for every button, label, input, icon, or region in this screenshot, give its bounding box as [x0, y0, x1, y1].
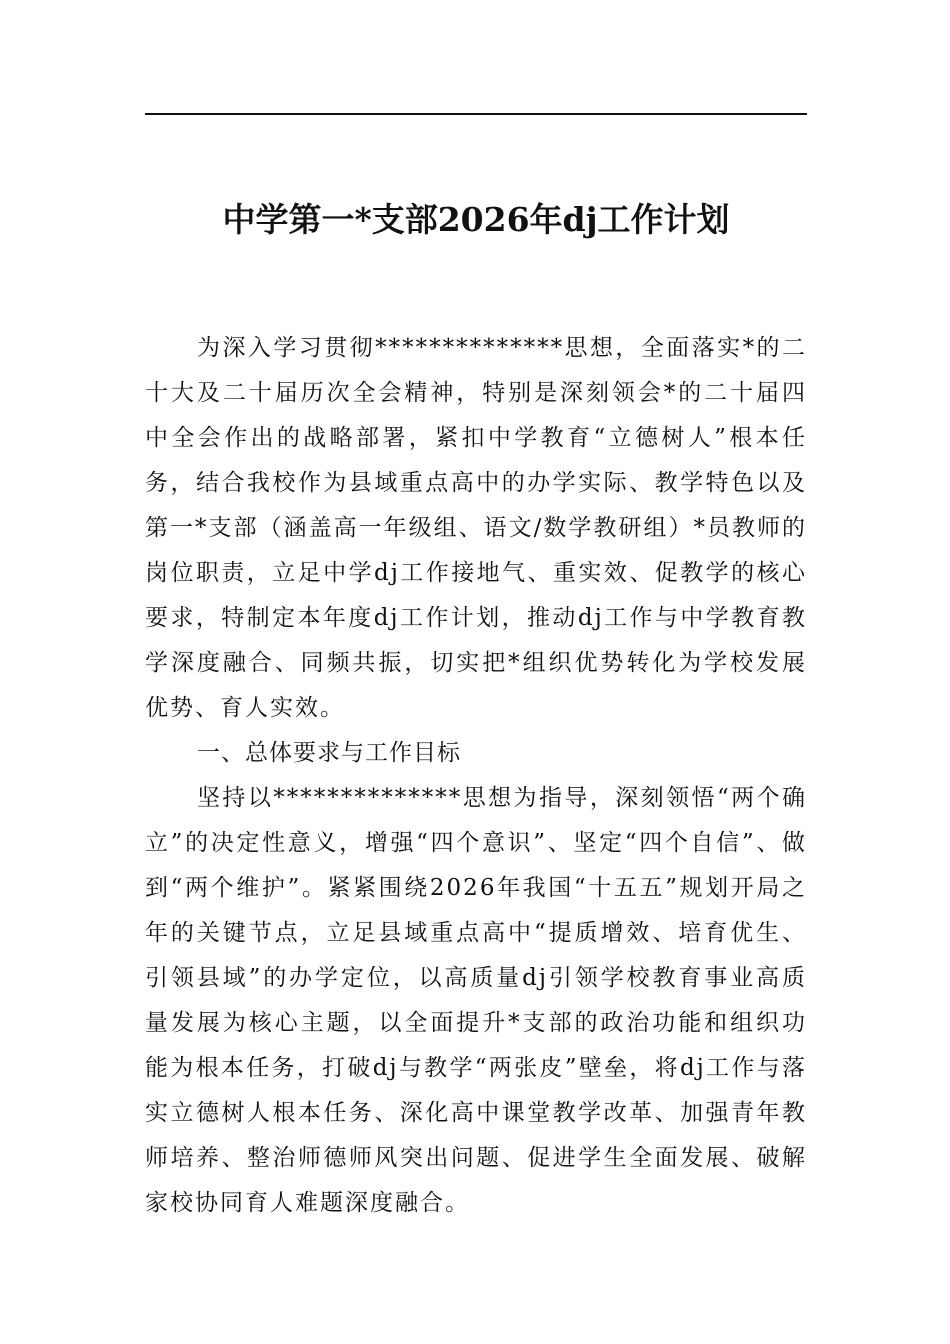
- header-rule: [145, 113, 807, 115]
- intro-paragraph: 为深入学习贯彻**************思想，全面落实*的二十大及二十届历次全会精神，特别是深刻领会*的二十届四中全会作出的战略部署，紧扣中学教育“立德树人”根本任务，结合我校作为县域重点高中的办学实际、教学特色以及第一*支部（涵盖高一年级组、语文/数学教研组）*员教师的岗位职责，立足中学dj工作接地气、重实效、促教学的核心要求，特制定本年度dj工作计划，推动dj工作与中学教育教学深度融合、同频共振，切实把*组织优势转化为学校发展优势、育人实效。: [145, 335, 807, 721]
- document-title: 中学第一*支部2026年dj工作计划: [222, 200, 730, 239]
- section-1-paragraph: 坚持以**************思想为指导，深刻领悟“两个确立”的决定性意义，增强“四个意识”、坚定“四个自信”、做到“两个维护”。紧紧围绕2026年我国“十五五”规划开局之年的关键节点，立足县域重点高中“提质增效、培育优生、引领县域”的办学定位，以高质量dj引领学校教育事业高质量发展为核心主题，以全面提升*支部的政治功能和组织功能为根本任务，打破dj与教学“两张皮”壁垒，将dj工作与落实立德树人根本任务、深化高中课堂教学改革、加强青年教师培养、整治师德师风突出问题、促进学生全面发展、破解家校协同育人难题深度融合。: [145, 785, 807, 1216]
- document-body: [145, 326, 807, 1226]
- section-heading-1: 一、总体要求与工作目标: [197, 740, 461, 766]
